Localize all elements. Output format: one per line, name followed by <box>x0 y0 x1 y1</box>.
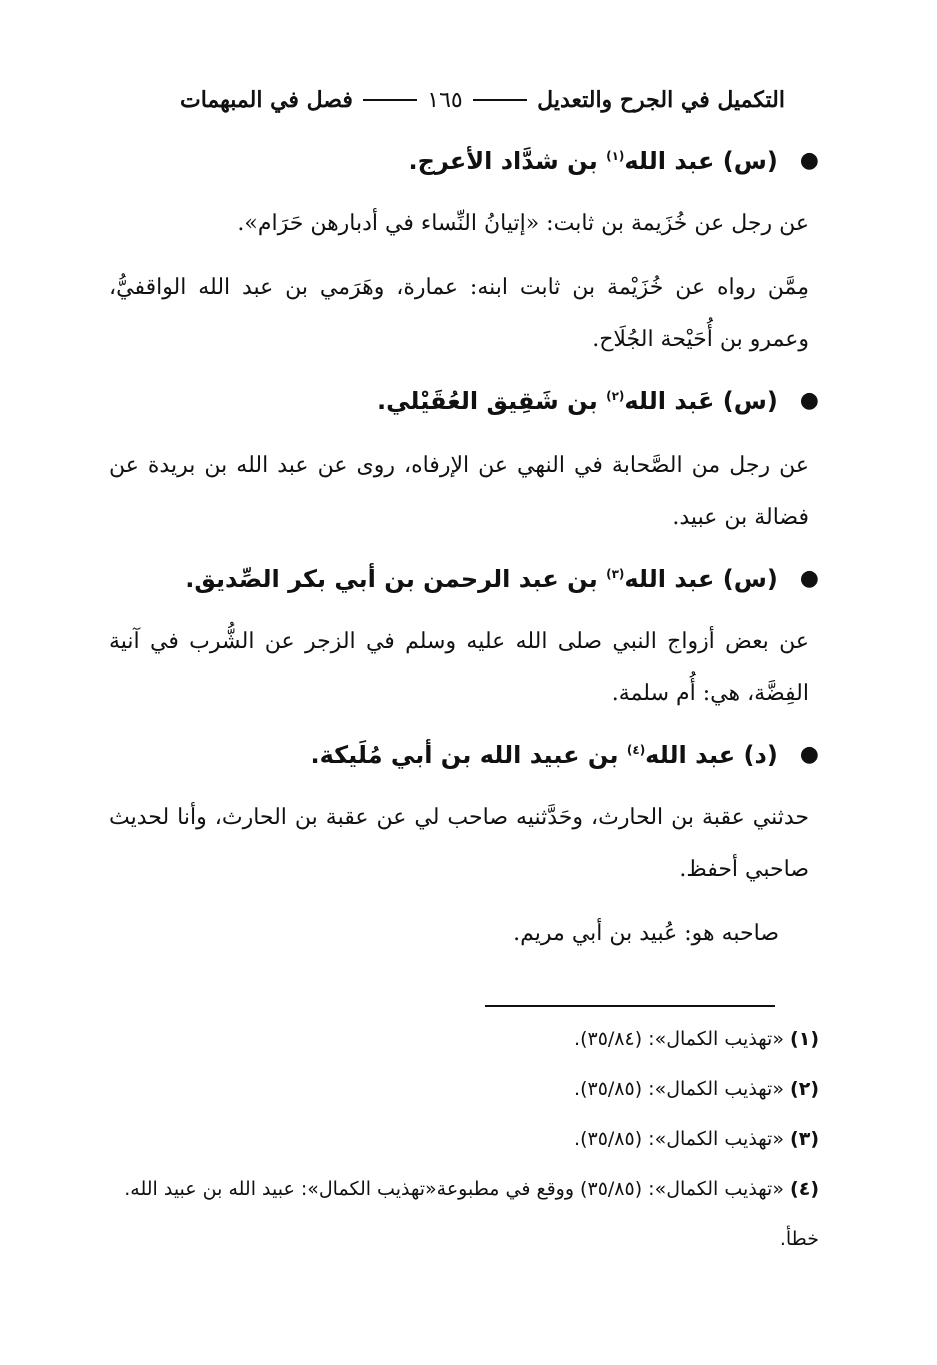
entry-paragraph: عن بعض أزواج النبي صلى الله عليه وسلم في الزجر عن الشُّرب في آنية الفِضَّة، هي: أُم سلمة. <box>109 629 809 706</box>
entry-paragraph: عن رجل عن خُزَيمة بن ثابت: «إتيانُ النِّساء في أدبارهن حَرَام». <box>237 211 809 236</box>
entry-name-end: بن شدَّاد الأعرج. <box>408 147 598 175</box>
header-rule <box>473 99 527 101</box>
entry-code: (س) <box>722 387 778 415</box>
header-left-title: التكميل في الجرح والتعديل <box>537 87 785 113</box>
bullet-icon: ● <box>799 148 819 173</box>
entry-name-end: بن عبيد الله بن أبي مُلَيكة. <box>310 741 619 769</box>
footnote-number: (٤) <box>790 1178 819 1200</box>
footnote-number: (٢) <box>790 1078 819 1100</box>
entry-heading <box>409 138 819 184</box>
entry-paragraph: مِمَّن رواه عن خُزَيْمة بن ثابت ابنه: عمارة، وهَرَمي بن عبد الله الواقفيُّ، وعمرو بن أُحَيْحة الجُلَاح. <box>109 275 809 352</box>
header-rule <box>363 99 417 101</box>
bullet-icon: ● <box>799 566 819 591</box>
header-right-title: فصل في المبهمات <box>179 87 353 113</box>
footnote-text: «تهذيب الكمال»: (٣٥/٨٥). <box>574 1078 784 1100</box>
footnote-ref: (١) <box>606 149 625 163</box>
footnote <box>119 1064 819 1114</box>
footnote-number: (١) <box>790 1028 819 1050</box>
entry-code: (د) <box>743 741 778 769</box>
entry-paragraph: صاحبه هو: عُبيد بن أبي مريم. <box>513 921 779 946</box>
footnote <box>119 1114 819 1164</box>
entry-code: (س) <box>722 565 778 593</box>
entry-name-start: عبد الله <box>624 565 715 593</box>
entry-paragraph: حدثني عقبة بن الحارث، وحَدَّثنيه صاحب لي عن عقبة بن الحارث، وأنا لحديث صاحبي أحفظ. <box>109 805 809 882</box>
entry-paragraph: عن رجل من الصَّحابة في النهي عن الإرفاه، روى عن عبد الله بن بريدة عن فضالة بن عبيد. <box>109 453 809 530</box>
entry-code: (س) <box>722 147 778 175</box>
bullet-icon: ● <box>799 388 819 413</box>
footnote-text: «تهذيب الكمال»: (٣٥/٨٥) ووقع في مطبوعة«تهذيب الكمال»: عبيد الله بن عبيد الله. خطأ. <box>124 1178 819 1250</box>
footnote-text: «تهذيب الكمال»: (٣٥/٨٤). <box>574 1028 784 1050</box>
footnote-ref: (٤) <box>626 743 646 757</box>
footnote-ref: (٣) <box>606 567 625 581</box>
footnote <box>119 1164 819 1264</box>
footnote-ref: (٢) <box>606 389 625 403</box>
entry-name-start: عبد الله <box>645 741 736 769</box>
entry-name-end: بن عبد الرحمن بن أبي بكر الصِّديق. <box>185 565 598 593</box>
footnote-text: «تهذيب الكمال»: (٣٥/٨٥). <box>574 1128 784 1150</box>
page-number: ١٦٥ <box>427 87 463 113</box>
bullet-icon: ● <box>799 742 819 767</box>
footnote-separator <box>485 1005 775 1007</box>
footnote <box>119 1014 819 1064</box>
entry-heading <box>377 378 819 424</box>
entry-name-start: عَبد الله <box>624 387 715 415</box>
entry-heading <box>185 556 819 602</box>
entry-name-end: بن شَقِيق العُقَيْلي. <box>377 387 598 415</box>
entry-name-start: عبد الله <box>624 147 715 175</box>
running-header <box>180 80 785 120</box>
entry-heading <box>310 732 819 778</box>
footnote-number: (٣) <box>790 1128 819 1150</box>
